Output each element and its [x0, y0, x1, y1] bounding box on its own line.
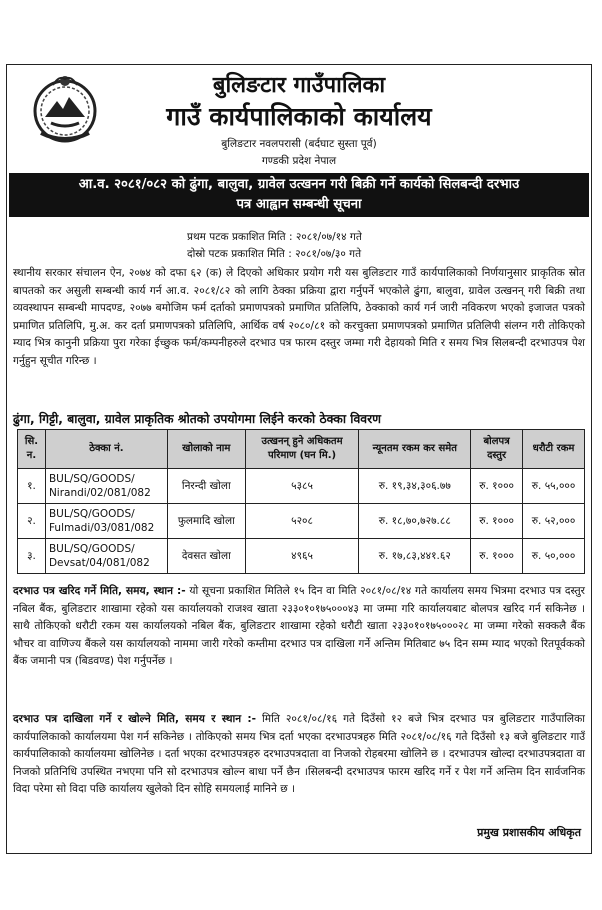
first-publication-label: प्रथम पटक प्रकाशित मिति	[187, 231, 286, 243]
notice-page	[6, 64, 592, 854]
col-header-min-amount: न्यूनतम रकम कर समेत	[359, 430, 471, 469]
submission-paragraph	[13, 711, 585, 799]
tender-table-title: ढुंगा, गिट्टी, बालुवा, ग्रावेल प्राकृतिक श्रोतको उपयोगमा लिईने करको ठेक्का विवरण	[13, 412, 382, 426]
col-header-bid-fee: बोलपत्र दस्तुर	[471, 430, 523, 469]
intro-paragraph: स्थानीय सरकार संचालन ऐन, २०७४ को दफा ६२ (क) ले दिएको अधिकार प्रयोग गरी यस बुलिङटार गाउँ कार्यपालिकाको निर्णयानुसार प्राकृतिक स्रोत बापतको कर असुली सम्बन्धी कार्य गर्न आ.व. २०८१/८२ को लागि ठेक्का प्रक्रिया द्वारा गर्नुपर्ने भएकोले ढुंगा, बालुवा, ग्रावेल उत्खनन् गरी बिक्री तथा व्यवस्थापन सम्बन्धी मापदण्ड, २०७७ बमोजिम फर्म दर्ताको प्रमाणपत्रको प्रमाणित प्रतिलिपि, ठेक्काको कार्य गर्न जारी नविकरण भएको इजाजत पत्रको प्रमाणित प्रतिलिपि, मु.अ. कर दर्ता प्रमाणपत्रको प्रतिलिपि, आर्थिक वर्ष २०८०/८१ को करचुक्ता प्रमाणपत्रको प्रमाणित प्रतिलिपी संलग्न गरी तोकिएको म्याद भित्र कानुनी प्रक्रिया पुरा गरेका ईच्छुक फर्म/कम्पनीहरुले दरभाउ पत्र फारम दस्तुर जम्मा गरी देहायको मिति र समय भित्र सिलबन्दी दरभाउपत्र पेश गर्नुहुन सूचीत गरिन्छ ।	[13, 267, 585, 367]
col-header-deposit: धरौटी रकम	[523, 430, 585, 469]
cell-contract-no: BUL/SQ/GOODS/ Devsat/04/081/082	[45, 539, 167, 574]
cell-quantity: ४९६५	[245, 539, 359, 574]
cell-bid-fee: रु. १०००	[471, 504, 523, 539]
notice-title-line-1: आ.व. २०८१/०८२ को ढुंगा, बालुवा, ग्रावेल उत्खनन गरी बिक्री गर्ने कार्यको सिलबन्दी दरभाउ	[78, 177, 520, 192]
cell-deposit: रु. ५०,०००	[523, 539, 585, 574]
col-header-sn: सि. न.	[18, 430, 46, 469]
cell-quantity: ५२०८	[245, 504, 359, 539]
org-name: बुलिङटार गाउँपालिका	[212, 73, 386, 98]
signatory-title: प्रमुख प्रशासकीय अधिकृत	[477, 826, 581, 839]
purchase-heading: दरभाउ पत्र खरिद गर्ने मिति, समय, स्थान :-	[13, 585, 186, 597]
first-publication-date: : २०८१/०७/१४ गते	[288, 231, 362, 243]
office-address: बुलिङटार नवलपरासी (बर्दघाट सुस्ता पूर्व)	[221, 138, 377, 150]
submission-heading: दरभाउ पत्र दाखिला गर्ने र खोल्ने मिति, समय र स्थान :-	[13, 713, 257, 725]
office-name: गाउँ कार्यपालिकाको कार्यालय	[166, 102, 432, 131]
col-header-contract-no: ठेक्का नं.	[45, 430, 167, 469]
purchase-paragraph	[13, 583, 585, 671]
table-row	[18, 504, 585, 539]
col-header-river: खोलाको नाम	[167, 430, 245, 469]
cell-bid-fee: रु. १०००	[471, 469, 523, 504]
col-header-quantity: उत्खनन् हुने अधिकतम परिमाण (घन मि.)	[245, 430, 359, 469]
publication-dates	[187, 229, 362, 263]
cell-contract-no: BUL/SQ/GOODS/ Nirandi/02/081/082	[45, 469, 167, 504]
cell-bid-fee: रु. १०००	[471, 539, 523, 574]
notice-title-line-2: पत्र आह्वान सम्बन्धी सूचना	[236, 197, 362, 212]
cell-river: फुलमादि खोला	[167, 504, 245, 539]
table-row	[18, 539, 585, 574]
cell-min-amount: रु. १७,८३,४४१.६२	[359, 539, 471, 574]
table-row	[18, 469, 585, 504]
purchase-text: यो सूचना प्रकाशित मितिले १५ दिन वा मिति २०८१/०८/१४ गते कार्यालय समय भित्रमा दरभाउ पत्र दस्तुर नबिल बैंक, बुलिङटार शाखामा रहेको यस कार्यालयको राजश्व खाता २३३०१०१७५०००४३ मा जम्मा गरि कार्यालयबाट बोलपत्र खरिद गर्न सकिनेछ । साथै तोकिएको धरौटी रकम यस कार्यालयको नबिल बैंक, बुलिङटार शाखामा रहेको धरौटी खाता २३३०१०१७५०००२८ मा जम्मा गरेको सक्कलै बैंक भौचर वा वाणिज्य बैंकले यस कार्यालयको नाममा जारी गरेको कम्तीमा दरभाउ पत्र दाखिला गर्ने अन्तिम मितिबाट ७५ दिन सम्म म्याद भएको रितपूर्वकको बैंक जमानी पत्र (बिडवण्ड) पेश गर्नुपर्नेछ ।	[13, 585, 585, 668]
table-header-row	[18, 430, 585, 469]
tender-table	[17, 429, 585, 574]
cell-deposit: रु. ५२,०००	[523, 504, 585, 539]
cell-sn: ३.	[18, 539, 46, 574]
submission-text: मिति २०८१/०८/१६ गते दिउँसो १२ बजे भित्र दरभाउ पत्र बुलिङटार गाउँपालिका कार्यपालिकाको कार्यालयमा पेश गर्न सकिनेछ । तोकिएको समय भित्र दर्ता भएका दरभाउपत्रहरु मिति २०८१/०८/१६ गते दिउँसो १३ बजे बुलिङटार गाउँ कार्यपालिकाको कार्यालयमा खोलिनेछ । दर्ता भएका दरभाउपत्रहरु दरभाउपत्रदाता वा निजको रोहबरमा खोलिने छ । दरभाउपत्र खोल्दा दरभाउपत्रदाता वा निजको प्रतिनिधि उपस्थित नभएमा पनि सो दरभाउपत्र खोल्न बाधा पर्ने छैन ।सिलबन्दी दरभाउपत्र फारम खरिद गर्ने र पेश गर्ने अन्तिम दिन सार्वजनिक विदा परेमा सो विदा पछि कार्यालय खुलेको दिन सोहि समयलाई मानिने छ ।	[13, 713, 585, 796]
cell-sn: १.	[18, 469, 46, 504]
second-publication-label: दोस्रो पटक प्रकाशित मिति	[187, 248, 285, 260]
province-name: गण्डकी प्रदेश नेपाल	[261, 155, 337, 167]
cell-river: निरन्दी खोला	[167, 469, 245, 504]
cell-min-amount: रु. १८,७०,७२७.८८	[359, 504, 471, 539]
cell-quantity: ५३८५	[245, 469, 359, 504]
second-publication-date: : २०८१/०७/३० गते	[288, 248, 362, 260]
cell-contract-no: BUL/SQ/GOODS/ Fulmadi/03/081/082	[45, 504, 167, 539]
notice-title-banner	[9, 173, 589, 217]
cell-deposit: रु. ५५,०००	[523, 469, 585, 504]
cell-sn: २.	[18, 504, 46, 539]
cell-river: देवसत खोला	[167, 539, 245, 574]
cell-min-amount: रु. १९,३४,३०६.७७	[359, 469, 471, 504]
